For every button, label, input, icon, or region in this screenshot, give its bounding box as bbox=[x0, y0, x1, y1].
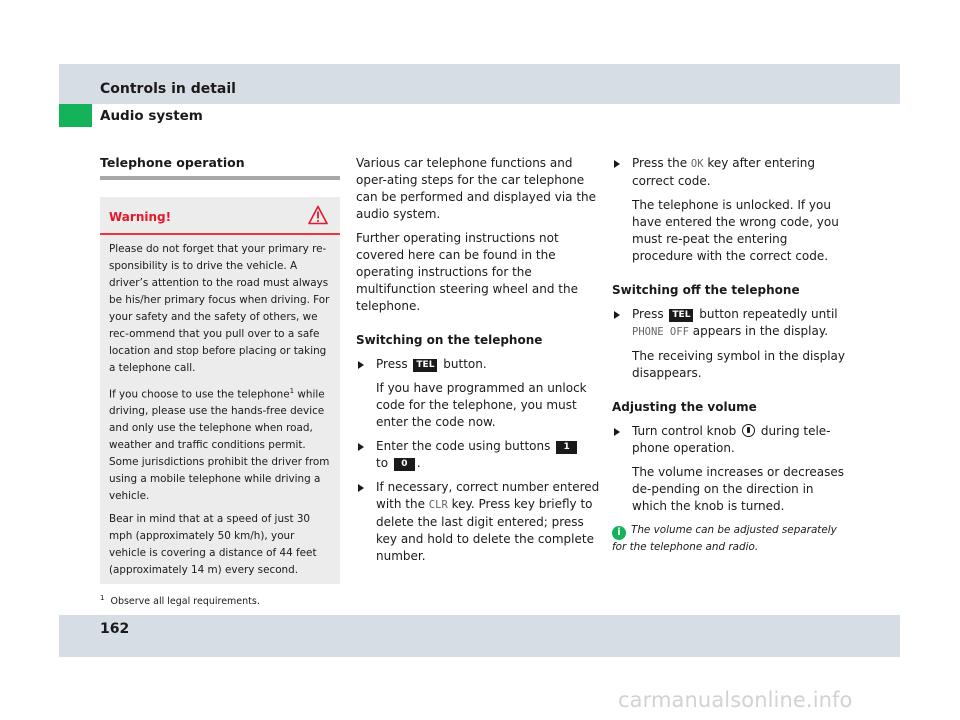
step-note: The volume increases or decreases de-pending on the direction in which the knob is turned. bbox=[632, 465, 845, 513]
step-item: Turn control knob during tele-phone operation. bbox=[612, 423, 852, 457]
phone-off-display-text: PHONE OFF bbox=[632, 326, 689, 338]
switch-on-heading: Switching on the telephone bbox=[356, 333, 543, 347]
ok-key-label: OK bbox=[690, 158, 704, 170]
warning-header bbox=[100, 197, 340, 235]
tel-key-icon: TEL bbox=[413, 359, 437, 372]
step-item: Press the OK key after entering correct code. bbox=[612, 155, 852, 190]
step-arrow-icon bbox=[358, 484, 364, 492]
chapter-title: Controls in detail bbox=[100, 81, 236, 97]
step-item: Enter the code using buttons 1 to 0 . bbox=[356, 438, 604, 472]
right-column bbox=[612, 155, 852, 555]
warning-text bbox=[100, 235, 340, 584]
footer-bar bbox=[59, 615, 900, 657]
step-item: If necessary, correct number entered with the CLR key. Press key briefly to delete the last digit entered; press key and hold to delete the complete number. bbox=[356, 479, 604, 565]
left-column bbox=[100, 155, 340, 608]
further-info-paragraph: Further operating instructions not covered here can be found in the operating instructions for the multifunction steering wheel and the telephone. bbox=[356, 231, 578, 313]
key-1-icon: 1 bbox=[556, 441, 577, 454]
header-bar bbox=[59, 64, 900, 104]
info-note: i The volume can be adjusted separately for the telephone and radio. bbox=[612, 524, 837, 553]
step-note: The telephone is unlocked. If you have entered the wrong code, you must re-peat the entering procedure with the correct code. bbox=[632, 198, 839, 263]
middle-column bbox=[356, 155, 604, 572]
step-item: Press TEL button. bbox=[356, 356, 604, 373]
page-number: 162 bbox=[100, 621, 130, 637]
step-note: The receiving symbol in the display disappears. bbox=[632, 349, 845, 380]
warning-box bbox=[100, 197, 340, 584]
footnote-marker: 1 bbox=[289, 387, 295, 395]
intro-paragraph: Various car telephone functions and oper-ating steps for the car telephone can be performed and displayed via the audio system. bbox=[356, 156, 597, 221]
warning-label: Warning! bbox=[109, 210, 172, 224]
step-arrow-icon bbox=[614, 311, 620, 319]
warning-paragraph: Please do not forget that your primary re-sponsibility is to drive the vehicle. A driver’s attention to the road must always be his/her primary focus when driving. For your safety and the safety of others, we rec-ommend that you pull over to a safe location and stop before placing or taking a telephone call. bbox=[109, 243, 330, 374]
step-arrow-icon bbox=[614, 160, 620, 168]
section-color-tab bbox=[59, 104, 92, 127]
step-arrow-icon bbox=[358, 361, 364, 369]
key-0-icon: 0 bbox=[394, 458, 415, 471]
warning-paragraph: Bear in mind that at a speed of just 30 mph (approximately 50 km/h), your vehicle is covering a distance of 44 feet (approximately 14 m) every second. bbox=[109, 513, 317, 577]
info-icon: i bbox=[612, 526, 626, 540]
step-note: If you have programmed an unlock code for the telephone, you must enter the code now. bbox=[376, 381, 587, 429]
warning-paragraph: If you choose to use the telephone$^1$ while driving, please use the hands-free device and only use the telephone when road, weather and traffic conditions permit. Some jurisdictions prohibit the driver from using a mobile telephone while driving a vehicle. bbox=[109, 387, 330, 503]
volume-heading: Adjusting the volume bbox=[612, 400, 757, 414]
watermark: carmanualsonline.info bbox=[618, 688, 853, 712]
warning-triangle-icon bbox=[308, 205, 328, 225]
footnote: $^1$ Observe all legal requirements. bbox=[100, 594, 260, 608]
step-item: Press TEL button repeatedly until PHONE OFF appears in the display. bbox=[612, 306, 852, 341]
switch-off-heading: Switching off the telephone bbox=[612, 283, 800, 297]
tel-key-icon: TEL bbox=[669, 309, 693, 322]
step-arrow-icon bbox=[614, 428, 620, 436]
volume-knob-icon bbox=[742, 424, 755, 437]
section-heading: Telephone operation bbox=[100, 155, 340, 180]
clr-key-label: CLR bbox=[428, 499, 448, 511]
section-subtitle: Audio system bbox=[100, 108, 203, 124]
step-arrow-icon bbox=[358, 443, 364, 451]
